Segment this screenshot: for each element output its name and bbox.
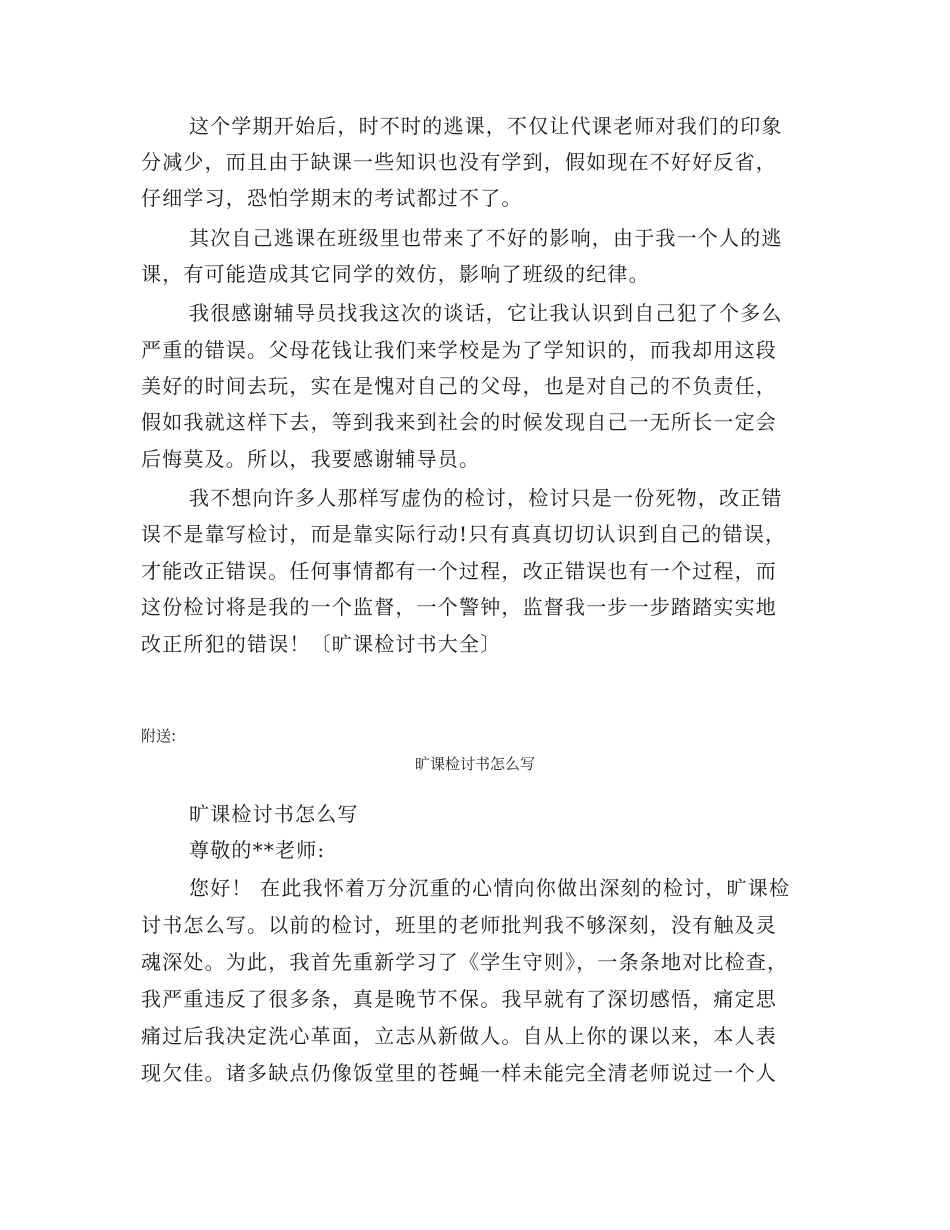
paragraph-3-line-5: 后悔莫及。所以，我要感谢辅导员。 bbox=[141, 447, 481, 471]
letter-heading: 旷课检讨书怎么写 bbox=[189, 802, 359, 826]
appendix-label: 附送: bbox=[141, 727, 177, 745]
paragraph-3-line-1: 我很感谢辅导员找我这次的谈话，它让我认识到自己犯了个多么 bbox=[189, 301, 783, 325]
letter-line-3: 魂深处。为此，我首先重新学习了《学生守则》，一条条地对比检查， bbox=[141, 950, 789, 974]
paragraph-3-line-4: 假如我就这样下去，等到我来到社会的时候发现自己一无所长一定会 bbox=[141, 410, 777, 434]
letter-line-2: 讨书怎么写。以前的检讨，班里的老师批判我不够深刻，没有触及灵 bbox=[141, 913, 777, 937]
paragraph-1-line-3: 仔细学习，恐怕学期末的考试都过不了。 bbox=[141, 186, 523, 210]
paragraph-2-line-1: 其次自己逃课在班级里也带来了不好的影响，由于我一个人的逃 bbox=[189, 226, 783, 250]
paragraph-2-line-2: 课，有可能造成其它同学的效仿，影响了班级的纪律。 bbox=[141, 262, 650, 286]
appendix-title: 旷课检讨书怎么写 bbox=[414, 755, 535, 773]
paragraph-3-line-3: 美好的时间去玩，实在是愧对自己的父母，也是对自己的不负责任， bbox=[141, 374, 777, 398]
paragraph-4-line-2: 误不是靠写检讨，而是靠实际行动!只有真真切切认识到自己的错误， bbox=[141, 522, 787, 546]
paragraph-4-line-4: 这份检讨将是我的一个监督，一个警钟，监督我一步一步踏踏实实地 bbox=[141, 595, 777, 619]
letter-salutation: 尊敬的**老师: bbox=[189, 838, 326, 862]
letter-line-4: 我严重违反了很多条，真是晚节不保。我早就有了深切感悟，痛定思 bbox=[141, 987, 777, 1011]
paragraph-4-line-5: 改正所犯的错误！〔旷课检讨书大全〕 bbox=[141, 632, 502, 656]
paragraph-4-line-3: 才能改正错误。任何事情都有一个过程，改正错误也有一个过程，而 bbox=[141, 559, 777, 583]
letter-line-1: 您好！ 在此我怀着万分沉重的心情向你做出深刻的检讨，旷课检 bbox=[189, 876, 791, 900]
letter-line-6: 现欠佳。诸多缺点仍像饭堂里的苍蝇一样未能完全清老师说过一个人 bbox=[141, 1061, 777, 1085]
letter-line-5: 痛过后我决定洗心革面，立志从新做人。自从上你的课以来，本人表 bbox=[141, 1024, 777, 1048]
paragraph-4-line-1: 我不想向许多人那样写虚伪的检讨，检讨只是一份死物，改正错 bbox=[189, 486, 783, 510]
paragraph-1-line-1: 这个学期开始后，时不时的逃课，不仅让代课老师对我们的印象 bbox=[189, 114, 783, 138]
paragraph-1-line-2: 分减少，而且由于缺课一些知识也没有学到，假如现在不好好反省， bbox=[141, 150, 777, 174]
paragraph-3-line-2: 严重的错误。父母花钱让我们来学校是为了学知识的，而我却用这段 bbox=[141, 338, 777, 362]
